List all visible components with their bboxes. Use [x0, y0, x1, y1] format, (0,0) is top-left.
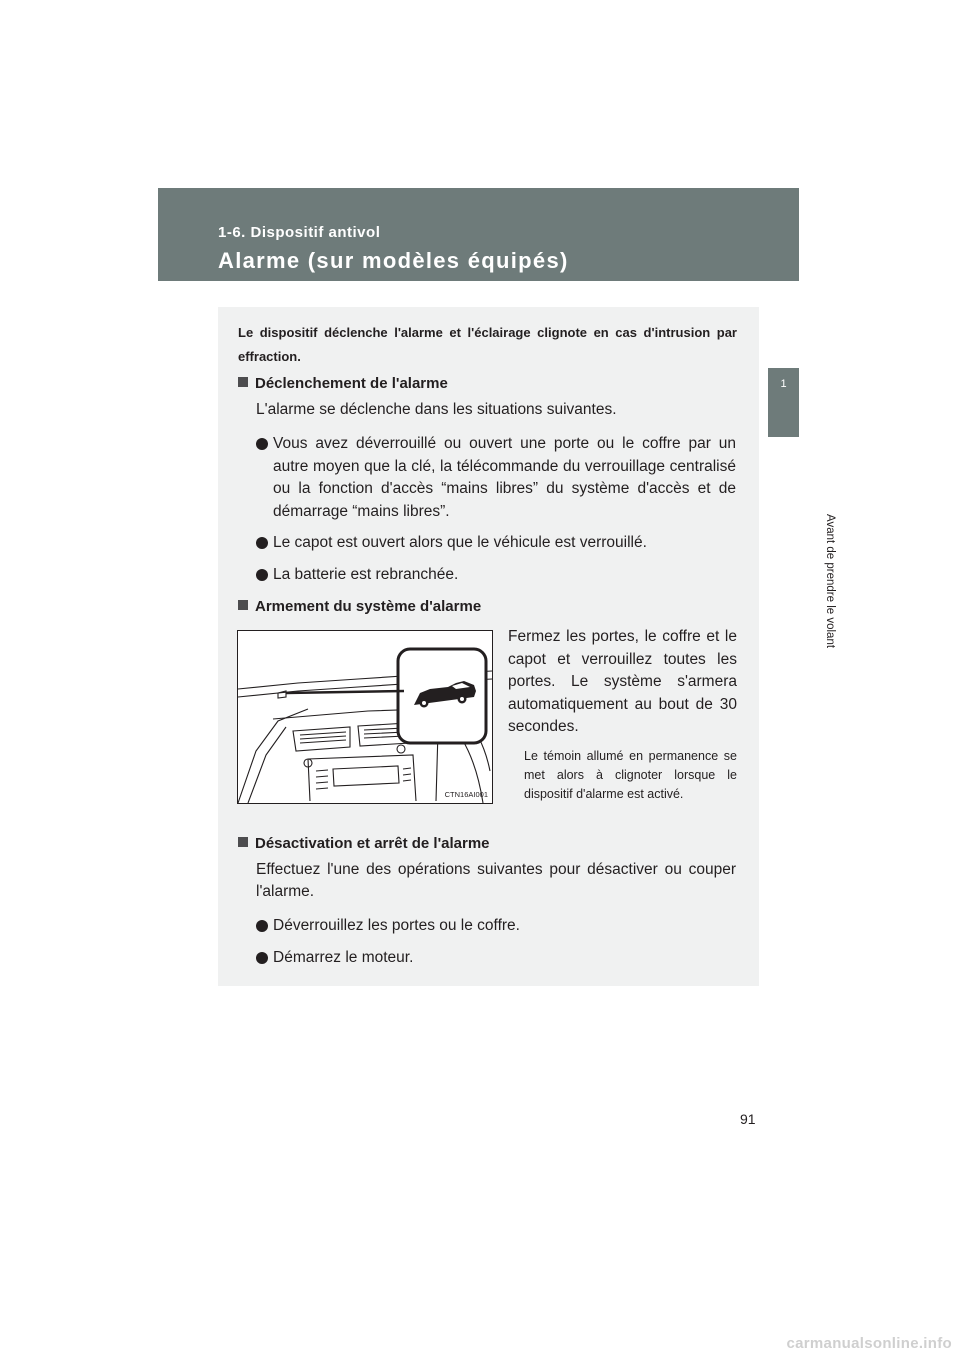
list-item: [256, 947, 736, 970]
heading-label: Armement du système d'alarme: [255, 598, 482, 615]
chapter-tab-label: Avant de prendre le volant: [824, 514, 836, 649]
dashboard-illustration: [237, 630, 493, 804]
heading-label: Désactivation et arrêt de l'alarme: [255, 835, 490, 852]
list-item-text: Démarrez le moteur.: [273, 949, 414, 966]
heading-arming: [238, 598, 481, 615]
intro-text: Le dispositif déclenche l'alarme et l'éclairage clignote en cas d'intrusion par effraction.: [238, 325, 737, 364]
square-bullet-icon: [238, 837, 248, 847]
list-item: [256, 433, 736, 523]
page-number: 91: [740, 1111, 756, 1127]
watermark: carmanualsonline.info: [786, 1335, 952, 1352]
dashboard-drawing: [238, 631, 492, 803]
figure-code: CTN16AI001: [444, 790, 488, 799]
deactivating-text: Effectuez l'une des opérations suivantes pour désactiver ou couper l'alarme.: [256, 861, 736, 900]
list-item-text: Le capot est ouvert alors que le véhicule est verrouillé.: [273, 534, 647, 551]
bullet-dot-icon: [256, 438, 268, 450]
triggering-text: L'alarme se déclenche dans les situations suivantes.: [256, 401, 617, 418]
heading-deactivating: [238, 835, 490, 852]
section-label: 1-6. Dispositif antivol: [218, 224, 381, 241]
list-item: [256, 915, 736, 938]
content-box: [218, 307, 759, 986]
arming-text: Fermez les portes, le coffre et le capot et verrouillez toutes les portes. Le système s'armera automatiquement au bout de 30 secondes.: [508, 628, 737, 735]
bullet-dot-icon: [256, 537, 268, 549]
list-item-text: Déverrouillez les portes ou le coffre.: [273, 917, 520, 934]
page-header: [158, 188, 799, 281]
heading-triggering: [238, 375, 448, 392]
list-item: [256, 532, 736, 555]
heading-label: Déclenchement de l'alarme: [255, 375, 448, 392]
arming-note: Le témoin allumé en permanence se met alors à clignoter lorsque le dispositif d'alarme est activé.: [524, 749, 737, 801]
list-item-text: Vous avez déverrouillé ou ouvert une porte ou le coffre par un autre moyen que la clé, la télécommande du verrouillage centralisé ou la fonction d'accès “mains libres” du système d'accès et de démarrage “mains libres”.: [273, 435, 736, 520]
square-bullet-icon: [238, 600, 248, 610]
bullet-dot-icon: [256, 569, 268, 581]
bullet-dot-icon: [256, 952, 268, 964]
page-title: Alarme (sur modèles équipés): [218, 248, 569, 273]
list-item: [256, 564, 736, 587]
list-item-text: La batterie est rebranchée.: [273, 566, 459, 583]
square-bullet-icon: [238, 377, 248, 387]
bullet-dot-icon: [256, 920, 268, 932]
chapter-tab-number: 1: [768, 368, 799, 437]
